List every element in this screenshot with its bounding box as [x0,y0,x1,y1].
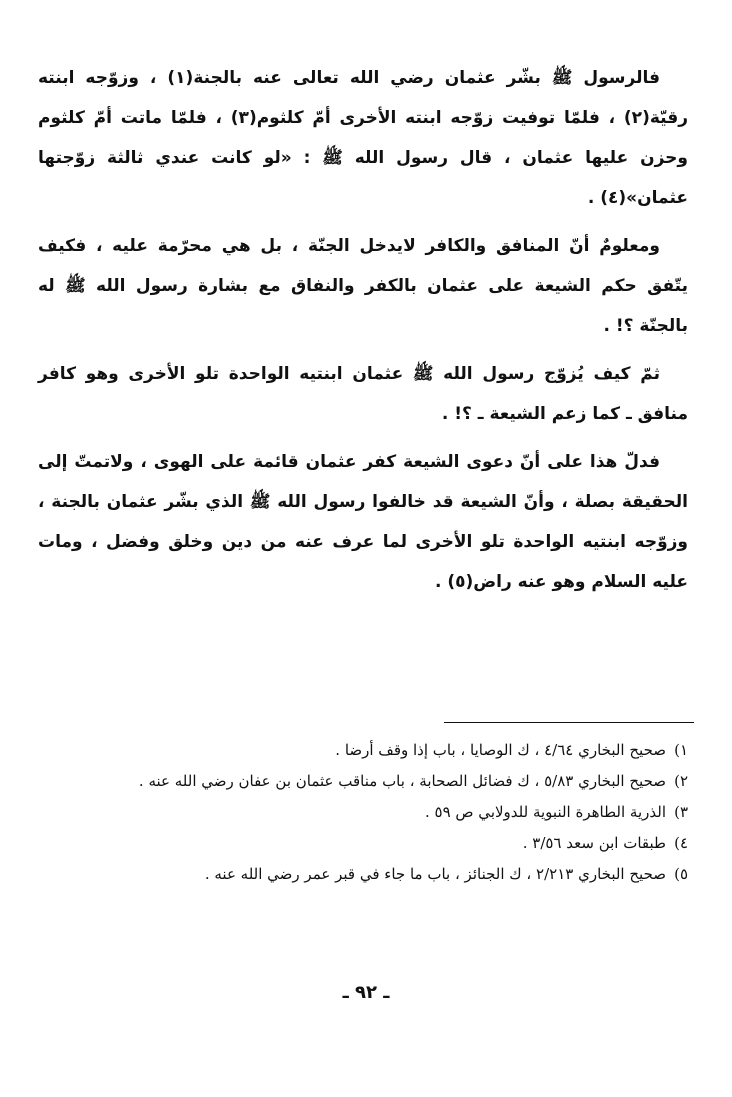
paragraph-2: ومعلومٌ أنّ المنافق والكافر لايدخل الجنّة ، بل هي محرّمة عليه ، فكيف يتّفق حكم الشيعة على عثمان بالكفر والنفاق مع بشارة رسول الله ﷺ له بالجنّة ؟! . [38,236,688,336]
footnote-text: صحيح البخاري ٥/٨٣ ، ك فضائل الصحابة ، باب مناقب عثمان بن عفان رضي الله عنه . [138,772,666,790]
footnote-4 [38,829,688,858]
paragraph-3: ثمّ كيف يُزوّج رسول الله ﷺ عثمان ابنتيه الواحدة تلو الأخرى وهو كافر منافق ـ كما زعم الشيعة ـ ؟! . [38,364,688,424]
footnote-text: صحيح البخاري ٢/٢١٣ ، ك الجنائز ، باب ما جاء في قبر عمر رضي الله عنه . [204,865,666,883]
paragraph-1: فالرسول ﷺ بشّر عثمان رضي الله تعالى عنه بالجنة(١) ، وزوّجه ابنته رقيّة(٢) ، فلمّا توفيت زوّجه ابنته الأخرى أمّ كلثوم(٣) ، فلمّا ماتت أمّ كلثوم وحزن عليها عثمان ، قال رسول الله ﷺ : «لو كانت عندي ثالثة زوّجتها عثمان»(٤) . [38,68,688,208]
footnote-number: ٢) [674,772,688,790]
footnote-number: ٣) [674,803,688,821]
footnote-number: ٤) [674,834,688,852]
page-number: ـ ٩٢ ـ [342,982,390,1003]
paragraph-4: فدلّ هذا على أنّ دعوى الشيعة كفر عثمان قائمة على الهوى ، ولاتمتّ إلى الحقيقة بصلة ، وأنّ الشيعة قد خالفوا رسول الله ﷺ الذي بشّر عثمان بالجنة ، وزوّجه ابنتيه الواحدة تلو الأخرى لما عرف عنه من دين وخلق وفضل ، ومات عليه السلام وهو عنه راض(٥) . [38,452,688,592]
footnote-text: الذرية الطاهرة النبوية للدولابي ص ٥٩ . [424,803,666,821]
footnote-separator [444,722,694,723]
footnote-2 [38,767,688,796]
footnote-3 [38,798,688,827]
footnote-text: طبقات ابن سعد ٣/٥٦ . [522,834,666,852]
footnote-text: صحيح البخاري ٤/٦٤ ، ك الوصايا ، باب إذا وقف أرضا . [335,741,666,759]
footnotes [38,736,688,891]
footnote-number: ٥) [674,865,688,883]
main-text [38,58,688,610]
footnote-number: ١) [674,741,688,759]
footnote-1 [38,736,688,765]
footnote-5 [38,860,688,889]
